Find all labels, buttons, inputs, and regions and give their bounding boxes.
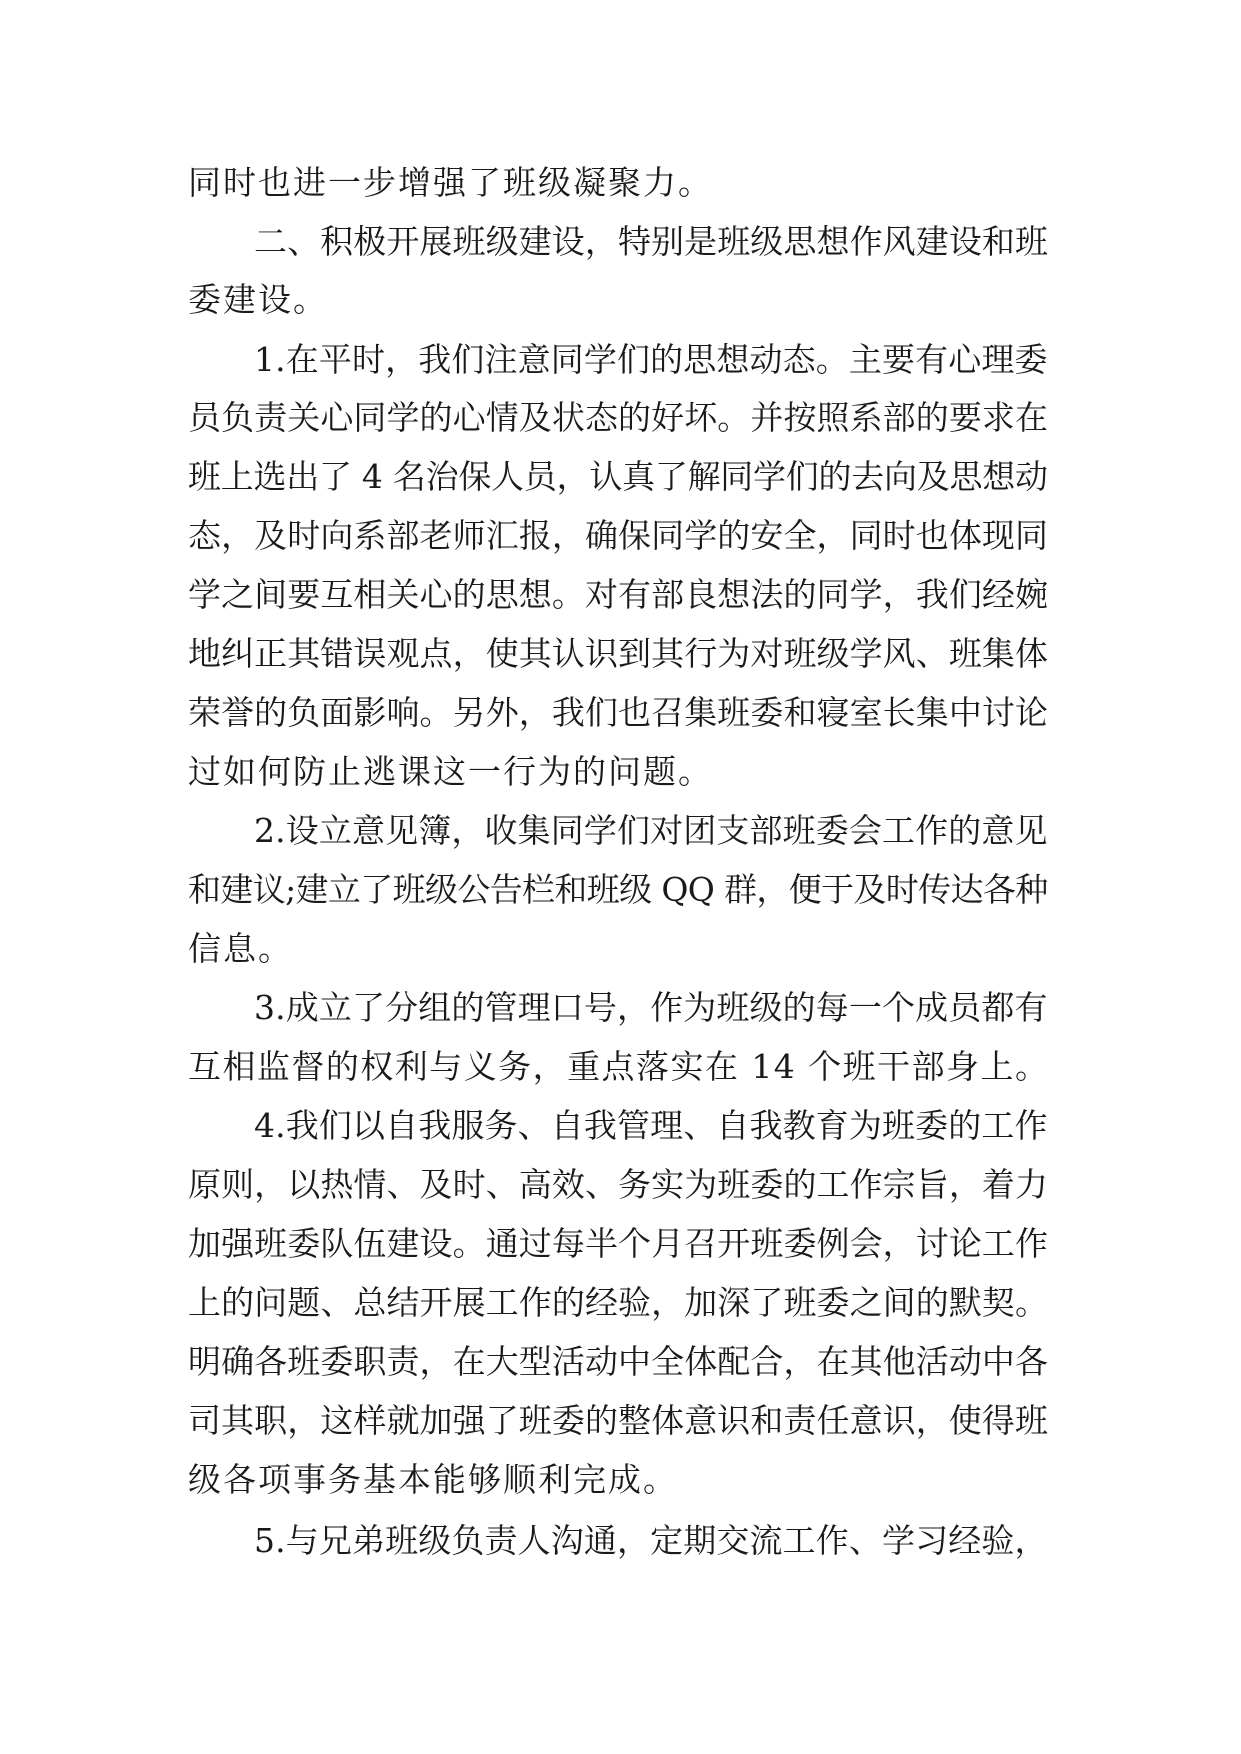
item-1-line-5: 学之间要互相关心的思想。对有部良想法的同学，我们经婉	[188, 575, 1049, 614]
item-3-line-2: 互相监督的权利与义务，重点落实在 14 个班干部身上。	[188, 1047, 1050, 1086]
item-4-line-2: 原则，以热情、及时、高效、务实为班委的工作宗旨，着力	[188, 1165, 1049, 1204]
item-1-line-7: 荣誉的负面影响。另外，我们也召集班委和寝室长集中讨论	[188, 693, 1049, 732]
item-4-line-1: 4.我们以自我服务、自我管理、自我教育为班委的工作	[254, 1106, 1048, 1145]
item-1-line-3: 班上选出了 4 名治保人员，认真了解同学们的去向及思想动	[188, 457, 1048, 496]
item-1-line-4: 态，及时向系部老师汇报，确保同学的安全，同时也体现同	[188, 516, 1049, 555]
item-2-line-3: 信息。	[188, 929, 293, 968]
item-1-line-6: 地纠正其错误观点，使其认识到其行为对班级学风、班集体	[188, 634, 1049, 673]
item-1-line-8: 过如何防止逃课这一行为的问题。	[188, 752, 713, 791]
item-4-line-7: 级各项事务基本能够顺利完成。	[188, 1460, 678, 1499]
item-3-line-1: 3.成立了分组的管理口号，作为班级的每一个成员都有	[254, 988, 1048, 1027]
item-4-line-4: 上的问题、总结开展工作的经验，加深了班委之间的默契。	[188, 1283, 1049, 1322]
text-line-1: 同时也进一步增强了班级凝聚力。	[188, 163, 713, 202]
item-1-line-1: 1.在平时，我们注意同学们的思想动态。主要有心理委	[254, 340, 1048, 379]
item-2-line-2: 和建议;建立了班级公告栏和班级 QQ 群，便于及时传达各种	[188, 870, 1048, 909]
item-4-line-5: 明确各班委职责，在大型活动中全体配合，在其他活动中各	[188, 1342, 1049, 1381]
item-4-line-3: 加强班委队伍建设。通过每半个月召开班委例会，讨论工作	[188, 1224, 1049, 1263]
section-heading-2: 二、积极开展班级建设，特别是班级思想作风建设和班	[254, 222, 1049, 261]
item-1-line-2: 员负责关心同学的心情及状态的好坏。并按照系部的要求在	[188, 398, 1049, 437]
item-4-line-6: 司其职，这样就加强了班委的整体意识和责任意识，使得班	[188, 1401, 1049, 1440]
item-2-line-1: 2.设立意见簿，收集同学们对团支部班委会工作的意见	[254, 811, 1048, 850]
text-line-3: 委建设。	[188, 280, 328, 319]
item-5-line-1: 5.与兄弟班级负责人沟通，定期交流工作、学习经验，	[254, 1521, 1048, 1560]
